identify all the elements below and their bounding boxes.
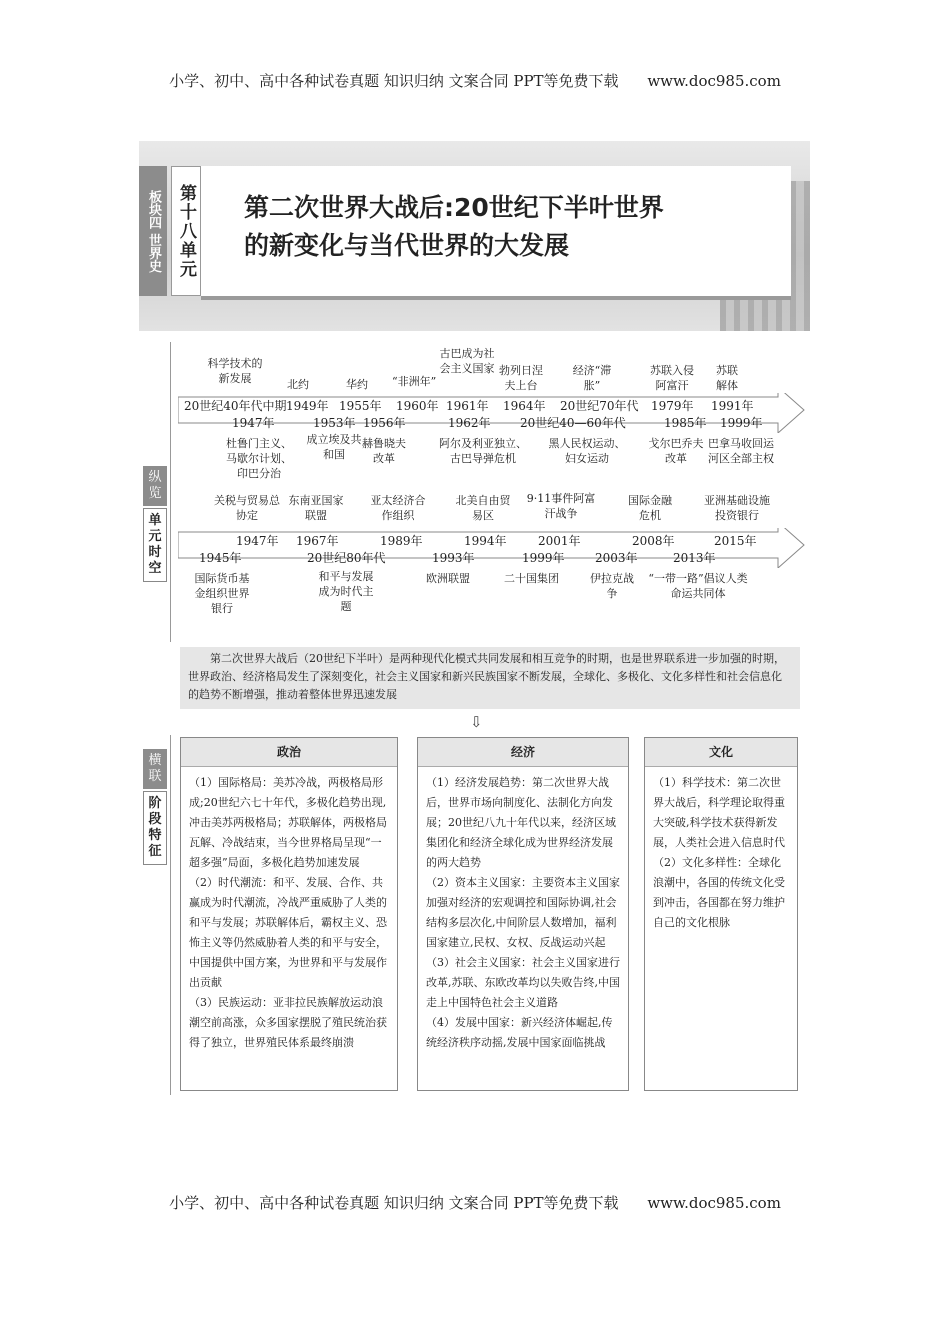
t2-event-0: 关税与贸易总协定 xyxy=(214,494,280,522)
t2-bottom-event-3: 二十国集团 xyxy=(504,572,559,585)
culture-p2: （2）文化多样性：全球化浪潮中，各国的传统文化受到冲击，各国都在努力维护自己的文化根脉 xyxy=(653,856,785,929)
t2-bottom-event-4: 伊拉克战争 xyxy=(590,572,634,600)
banner-shadow xyxy=(201,296,791,300)
t1-top-year-8: 1991年 xyxy=(711,399,754,413)
overview-label-a: 纵览 xyxy=(143,466,167,506)
unit-title-line2: 的新变化与当代世界的大发展 xyxy=(244,231,570,260)
unit-title xyxy=(244,189,664,265)
t2-bottom-year-2: 1993年 xyxy=(432,551,475,565)
t1-event-0: 科学技术的新发展 xyxy=(207,357,263,385)
unit-banner xyxy=(139,141,810,331)
t2-bottom-event-1: 和平与发展成为时代主题 xyxy=(318,570,374,613)
t2-top-year-4: 2001年 xyxy=(538,534,581,548)
t1-top-year-0: 20世纪40年代中期 xyxy=(184,399,287,413)
economy-p2: （2）资本主义国家：主要资本主义国家加强对经济的宏观调控和国际协调,社会结构多层次化,中间阶层人数增加，福利国家建立,民权、女权、反战运动兴起 xyxy=(426,876,620,949)
t2-top-year-0: 1947年 xyxy=(236,534,279,548)
overview-side-label xyxy=(143,466,167,582)
summary-text: 第二次世界大战后（20世纪下半叶）是两种现代化模式共同发展和相互竞争的时期，也是世界联系进一步加强的时期，世界政治、经济格局发生了深刻变化，社会主义国家和新兴民族国家不断发展，全球化、多极化、文化多样性和社会信息化的趋势不断增强，推动着整体世界迅速发展 xyxy=(180,647,800,709)
economy-title: 经济 xyxy=(418,738,628,767)
t2-bottom-year-4: 2003年 xyxy=(595,551,638,565)
economy-p4: （4）发展中国家：新兴经济体崛起,传统经济秩序动摇,发展中国家面临挑战 xyxy=(426,1016,613,1049)
t2-bottom-year-1: 20世纪80年代 xyxy=(307,551,386,565)
t1-bottom-year-4: 20世纪40—60年代 xyxy=(520,416,626,430)
t1-top-year-1: 1949年 xyxy=(286,399,329,413)
link-divider xyxy=(170,735,171,1095)
economy-p1: （1）经济发展趋势：第二次世界大战后，世界市场向制度化、法制化方向发展；20世纪八九十年代以来，经济区域集团化和经济全球化成为世界经济发展的两大趋势 xyxy=(426,776,616,869)
t1-bottom-year-6: 1999年 xyxy=(720,416,763,430)
t2-top-year-1: 1967年 xyxy=(296,534,339,548)
t1-bottom-event-1: 成立埃及共和国 xyxy=(306,433,362,461)
t2-bottom-event-5: “一带一路”倡议人类命运共同体 xyxy=(648,572,748,600)
politics-column xyxy=(180,737,398,1091)
t2-event-4: 9·11事件阿富汗战争 xyxy=(526,492,596,520)
footer-url[interactable]: www.doc985.com xyxy=(647,1194,781,1212)
overview-divider xyxy=(170,342,171,642)
t1-top-year-2: 1955年 xyxy=(339,399,382,413)
t1-event-8: 苏联解体 xyxy=(716,364,738,392)
footer-text: 小学、初中、高中各种试卷真题 知识归纳 文案合同 PPT等免费下载 xyxy=(169,1194,619,1212)
t1-top-year-7: 1979年 xyxy=(651,399,694,413)
t2-bottom-year-3: 1999年 xyxy=(522,551,565,565)
culture-p1: （1）科学技术：第二次世界大战后，科学理论取得重大突破,科学技术获得新发展，人类社会进入信息时代 xyxy=(653,776,785,849)
t1-event-2: 华约 xyxy=(346,378,368,391)
section-label: 板块四 世界史 xyxy=(139,166,167,296)
politics-title: 政治 xyxy=(181,738,397,767)
t1-bottom-event-5: 戈尔巴乔夫改革 xyxy=(648,437,704,465)
culture-column xyxy=(644,737,798,1091)
t1-event-4: 古巴成为社会主义国家 xyxy=(439,347,495,375)
t2-bottom-event-0: 国际货币基金组织世界银行 xyxy=(194,572,250,615)
culture-title: 文化 xyxy=(645,738,797,767)
unit-title-line1: 第二次世界大战后:20世纪下半叶世界 xyxy=(244,193,664,222)
overview-label-b: 单元时空 xyxy=(143,508,167,582)
unit-label: 第十八单元 xyxy=(171,166,201,296)
t2-event-3: 北美自由贸易区 xyxy=(455,494,511,522)
t1-bottom-year-5: 1985年 xyxy=(664,416,707,430)
economy-p3: （3）社会主义国家：社会主义国家进行改革,苏联、东欧改革均以失败告终,中国走上中国特色社会主义道路 xyxy=(426,956,620,1009)
t1-event-6: 经济“滞胀” xyxy=(572,364,612,392)
t1-top-year-5: 1964年 xyxy=(503,399,546,413)
t2-bottom-year-5: 2013年 xyxy=(673,551,716,565)
down-arrow-icon: ⇩ xyxy=(470,713,483,731)
t1-bottom-event-3: 阿尔及利亚独立、古巴导弹危机 xyxy=(439,437,527,465)
t1-bottom-event-2: 赫鲁晓夫改革 xyxy=(362,437,406,465)
t1-event-1: 北约 xyxy=(287,378,309,391)
t1-top-year-3: 1960年 xyxy=(396,399,439,413)
t1-bottom-event-0: 杜鲁门主义、马歇尔计划、印巴分治 xyxy=(226,437,292,480)
t1-bottom-year-2: 1956年 xyxy=(363,416,406,430)
link-label-a: 横联 xyxy=(143,749,167,789)
t2-event-6: 亚洲基础设施投资银行 xyxy=(704,494,770,522)
t1-bottom-year-0: 1947年 xyxy=(232,416,275,430)
t1-bottom-year-1: 1953年 xyxy=(313,416,356,430)
t1-bottom-event-6: 巴拿马收回运河区全部主权 xyxy=(708,437,774,465)
t2-bottom-year-0: 1945年 xyxy=(199,551,242,565)
t2-top-year-6: 2015年 xyxy=(714,534,757,548)
t1-event-7: 苏联入侵阿富汗 xyxy=(650,364,694,392)
economy-column xyxy=(417,737,629,1091)
t2-event-2: 亚太经济合作组织 xyxy=(370,494,426,522)
t2-top-year-5: 2008年 xyxy=(632,534,675,548)
page-header xyxy=(0,70,950,91)
t1-bottom-event-4: 黑人民权运动、妇女运动 xyxy=(548,437,626,465)
t1-top-year-4: 1961年 xyxy=(446,399,489,413)
t2-top-year-3: 1994年 xyxy=(464,534,507,548)
t1-event-5: 勃列日涅夫上台 xyxy=(499,364,543,392)
t2-bottom-event-2: 欧洲联盟 xyxy=(426,572,470,585)
t1-bottom-year-3: 1962年 xyxy=(448,416,491,430)
politics-p2: （2）时代潮流：和平、发展、合作、共赢成为时代潮流，冷战严重威胁了人类的和平与发展；苏联解体后，霸权主义、恐怖主义等仍然威胁着人类的和平与安全，中国提供中国方案，为世界和平与发展作出贡献 xyxy=(189,876,387,989)
header-url[interactable]: www.doc985.com xyxy=(647,72,781,90)
t2-top-year-2: 1989年 xyxy=(380,534,423,548)
page-footer xyxy=(0,1192,950,1213)
t2-event-5: 国际金融危机 xyxy=(628,494,672,522)
link-label-b: 阶段特征 xyxy=(143,791,167,865)
politics-p1: （1）国际格局：美苏冷战，两极格局形成;20世纪六七十年代，多极化趋势出现,冲击美苏两极格局；苏联解体，两极格局瓦解、冷战结束，当今世界格局呈现“一超多强”局面，多极化趋势加速发展 xyxy=(189,776,387,869)
link-side-label xyxy=(143,749,167,865)
politics-p3: （3）民族运动：亚非拉民族解放运动浪潮空前高涨，众多国家摆脱了殖民统治获得了独立，世界殖民体系最终崩溃 xyxy=(189,996,387,1049)
t2-event-1: 东南亚国家联盟 xyxy=(288,494,344,522)
t1-event-3: “非洲年” xyxy=(392,375,437,388)
header-text: 小学、初中、高中各种试卷真题 知识归纳 文案合同 PPT等免费下载 xyxy=(169,72,619,90)
t1-top-year-6: 20世纪70年代 xyxy=(560,399,639,413)
